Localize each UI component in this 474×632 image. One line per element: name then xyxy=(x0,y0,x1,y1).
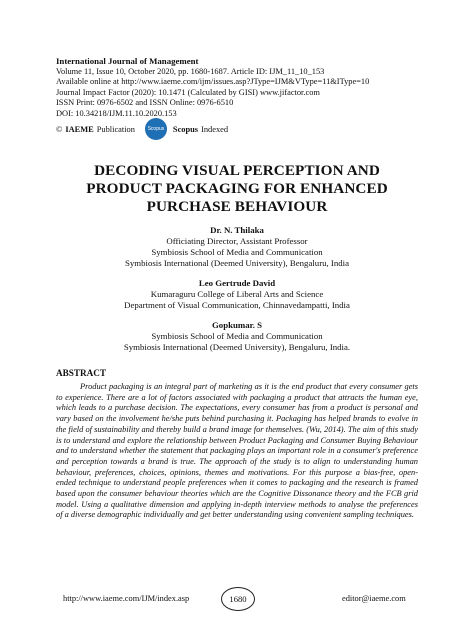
author-affiliation: Symbiosis School of Media and Communication xyxy=(151,247,323,257)
author-block xyxy=(40,320,434,353)
author-affiliation: Department of Visual Communication, Chinnavedampatti, India xyxy=(124,300,350,310)
author-affiliation: Symbiosis International (Deemed University), Bengaluru, India xyxy=(124,258,350,268)
publisher-badges xyxy=(56,118,228,140)
publisher-name: IAEME xyxy=(65,124,94,134)
page-footer xyxy=(0,587,474,611)
author-affiliation: Kumaraguru College of Liberal Arts and Science xyxy=(150,289,324,299)
author-block xyxy=(40,278,434,311)
scopus-label: Scopus xyxy=(172,124,199,134)
copyright-symbol: © xyxy=(56,124,63,134)
paper-title xyxy=(40,162,434,216)
page-number: 1680 xyxy=(221,587,255,611)
author-affiliation: Officiating Director, Assistant Professor xyxy=(166,236,308,246)
journal-name: International Journal of Management xyxy=(56,56,199,66)
title-line: PRODUCT PACKAGING FOR ENHANCED xyxy=(86,180,388,197)
author-affiliation: Symbiosis School of Media and Communication xyxy=(151,331,323,341)
title-line: PURCHASE BEHAVIOUR xyxy=(146,198,328,215)
doi-line: DOI: 10.34218/IJM.11.10.2020.153 xyxy=(56,108,177,118)
footer-email-link[interactable]: editor@iaeme.com xyxy=(342,594,406,603)
author-affiliation: Symbiosis International (Deemed University), Bengaluru, India. xyxy=(123,342,351,352)
author-name: Dr. N. Thilaka xyxy=(210,225,264,235)
author-name: Gopkumar. S xyxy=(211,320,263,330)
volume-line: Volume 11, Issue 10, October 2020, pp. 1680-1687. Article ID: IJM_11_10_153 xyxy=(56,66,325,76)
abstract-heading: ABSTRACT xyxy=(56,368,107,378)
author-name: Leo Gertrude David xyxy=(198,278,276,288)
available-online-line: Available online at http://www.iaeme.com/ijm/issues.asp?JType=IJM&VType=11&IType=10 xyxy=(56,77,370,87)
author-block xyxy=(40,225,434,269)
title-line: DECODING VISUAL PERCEPTION AND xyxy=(94,162,380,179)
issn-line: ISSN Print: 0976-6502 and ISSN Online: 0976-6510 xyxy=(56,98,234,108)
abstract-body: Product packaging is an integral part of marketing as it is the end product that every consumer gets to experience. There are a lot of factors associated with packaging a product that attracts the human eye, which leads to a purchase decision. The expectations, every consumer has from a product is personal and vary based on the involvement he/she puts behind purchasing it. Packaging has helped brands to evolve in the field of sustainability and thereby build a brand image for themselves. (Wu, 2014). The aim of this study is to understand and explore the relationship between Product Packaging and Consumer Buying Behaviour and to understand whether the statement that packaging plays an important role in a consumer's preference and perception towards a brand is true. The approach of the study is to align to understanding human behaviour, preferences, choices, opinions, themes and motivations. For this purpose a bias-free, open-ended technique to understand people preferences when it comes to packaging and the research is framed based upon the consumer behaviour theories which are the Cognitive Dissonance theory and the FCB grid model. Using a qualitative dimension and applying in-depth interview methods to analyse the preferences of a diverse demographic individually and get better understanding using convenient sampling techniques. xyxy=(56,382,418,520)
indexed-label: Indexed xyxy=(201,124,229,134)
publication-label: Publication xyxy=(96,124,135,134)
impact-factor-line: Journal Impact Factor (2020): 10.1471 (Calculated by GISI) www.jifactor.com xyxy=(56,87,320,97)
journal-header xyxy=(56,56,436,120)
scopus-logo-icon: Scopus xyxy=(145,118,167,140)
footer-url-link[interactable]: http://www.iaeme.com/IJM/index.asp xyxy=(63,594,190,603)
